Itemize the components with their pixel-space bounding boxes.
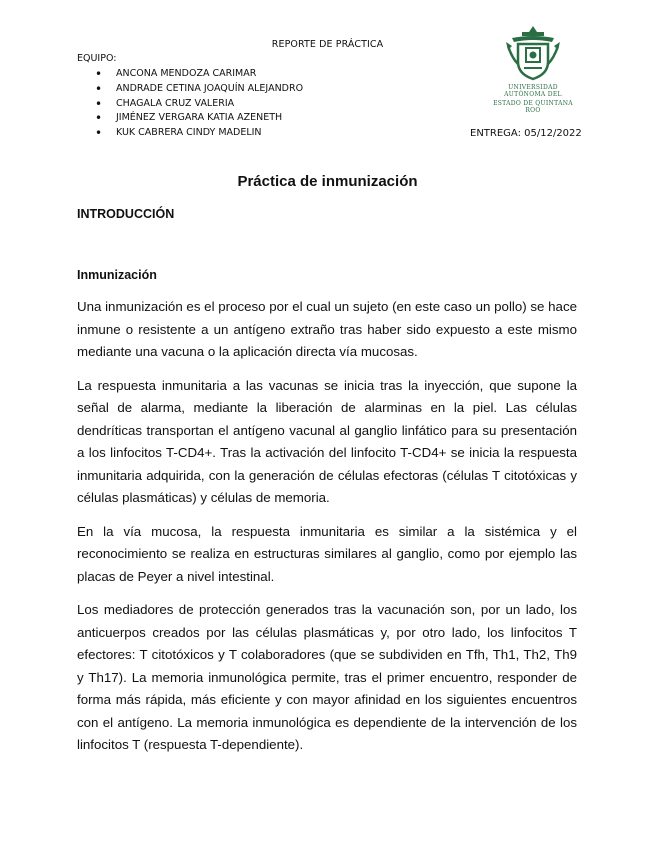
- paragraph: En la vía mucosa, la respuesta inmunitaria es similar a la sistémica y el reconocimiento se realiza en estructuras similares al ganglio, como por ejemplo las placas de Peyer a nivel intestinal.: [77, 523, 577, 584]
- team-member: • ANDRADE CETINA JOAQUÍN ALEJANDRO: [95, 82, 303, 97]
- report-header-title: REPORTE DE PRÁCTICA: [271, 39, 384, 50]
- team-member: • JIMÉNEZ VERGARA KATIA AZENETH: [95, 111, 303, 126]
- university-logo: [487, 24, 579, 114]
- section-heading-introduccion: INTRODUCCIÓN: [77, 207, 175, 221]
- body-text: [77, 296, 577, 768]
- team-member: • CHAGALA CRUZ VALERIA: [95, 97, 303, 112]
- team-member: • ANCONA MENDOZA CARIMAR: [95, 67, 303, 82]
- team-member: • KUK CABRERA CINDY MADELIN: [95, 126, 303, 141]
- paragraph: Una inmunización es el proceso por el cual un sujeto (en este caso un pollo) se hace inmune o resistente a un antígeno extraño tras haber sido expuesto a este mismo mediante una vacuna o la aplicación directa vía mucosas.: [77, 299, 577, 359]
- subsection-heading-inmunizacion: Inmunización: [77, 268, 157, 282]
- document-title: Práctica de inmunización: [237, 173, 418, 190]
- university-name-line1: UNIVERSIDAD AUTÓNOMA DEL: [504, 84, 562, 98]
- delivery-date: ENTREGA: 05/12/2022: [470, 128, 582, 139]
- university-name-line2: ESTADO DE QUINTANA ROO: [493, 100, 573, 114]
- team-label: EQUIPO:: [77, 53, 117, 64]
- paragraph: Los mediadores de protección generados tras la vacunación son, por un lado, los anticuerpos creados por las células plasmáticas y, por otro lado, los linfocitos T efectores: T citotóxicos y T colaboradores (que se subdividen en Tfh, Th1, Th2, Th9 y Th17). La memoria inmunológica permite, tras el primer encuentro, responder de forma más rápida, más eficiente y con mayor afinidad en los siguientes encuentros con el antígeno. La memoria inmunológica es dependiente de la intervención de los linfocitos T (respuesta T-dependiente).: [77, 602, 577, 752]
- university-crest-icon: [504, 24, 562, 82]
- paragraph: La respuesta inmunitaria a las vacunas se inicia tras la inyección, que supone la señal de alarma, mediante la liberación de alarminas en la piel. Las células dendríticas transportan el antígeno vacunal al ganglio linfático para su presentación a los linfocitos T-CD4+. Tras la activación del linfocito T-CD4+ se inicia la respuesta inmunitaria adquirida, con la generación de células efectoras (células T citotóxicas y células plasmáticas) y células de memoria.: [77, 377, 577, 505]
- team-list: [95, 67, 303, 141]
